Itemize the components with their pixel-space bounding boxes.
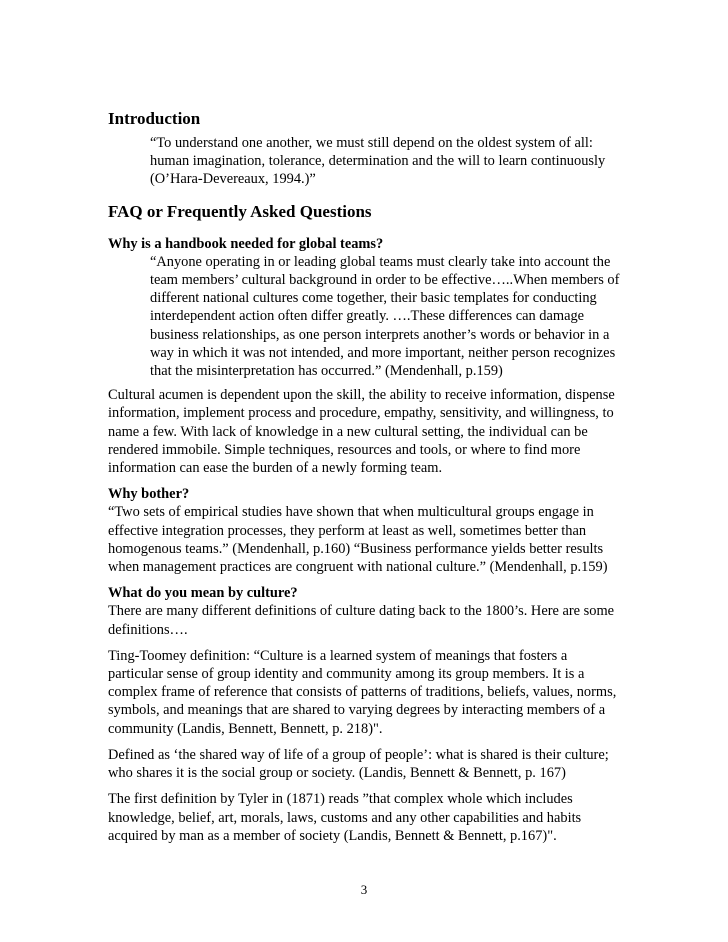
paragraph-line: definitions…. — [108, 621, 188, 638]
intro-quote-line: human imagination, tolerance, determination and the will to learn continuously — [150, 153, 606, 170]
paragraph-line: community (Landis, Bennett, Bennett, p. 218)". — [108, 720, 383, 737]
handbook-quote-line: that the misinterpretation has occurred.” (Mendenhall, p.159) — [150, 363, 503, 380]
paragraph-line: who shares it is the social group or society. (Landis, Bennett & Bennett, p. 167) — [108, 765, 566, 782]
document-page — [108, 108, 626, 845]
paragraph-cultural-acumen — [108, 386, 626, 477]
paragraph-line: rendered immobile. Simple techniques, resources and tools, or where to find more — [108, 441, 581, 458]
paragraph-line: “Two sets of empirical studies have shown that when multicultural groups engage in — [108, 504, 594, 521]
paragraph-line: name a few. With lack of knowledge in a new cultural setting, the individual can be — [108, 423, 588, 440]
paragraph-line: Defined as ‘the shared way of life of a group of people’: what is shared is their culture; — [108, 746, 609, 763]
paragraph-line: effective integration processes, they perform at least as well, sometimes better than — [108, 522, 587, 539]
paragraph-culture-definitions-intro — [108, 602, 626, 638]
handbook-quote-line: business relationships, as one person interprets another’s words or behavior in a — [150, 326, 610, 343]
paragraph-line: There are many different definitions of culture dating back to the 1800’s. Here are some — [108, 603, 615, 620]
paragraph-line: complex frame of reference that consists of patterns of traditions, beliefs, values, norms, — [108, 684, 617, 701]
handbook-quote-line: interdependent action often differ greatly. ….These differences can damage — [150, 308, 585, 325]
paragraph-line: when management practices are congruent with national culture.” (Mendenhall, p.159) — [108, 559, 608, 576]
paragraph-line: knowledge, belief, art, morals, laws, customs and any other capabilities and habits — [108, 809, 582, 826]
intro-quote-line: “To understand one another, we must still depend on the oldest system of all: — [150, 135, 593, 151]
intro-quote-line: (O’Hara-Devereaux, 1994.)” — [150, 171, 316, 188]
paragraph-tyler — [108, 790, 626, 845]
paragraph-line: Cultural acumen is dependent upon the skill, the ability to receive information, dispense — [108, 387, 615, 404]
paragraph-line: The first definition by Tyler in (1871) reads ”that complex whole which includes — [108, 791, 573, 808]
paragraph-line: information, implement process and procedure, empathy, sensitivity, and willingness, to — [108, 405, 614, 422]
paragraph-why-bother — [108, 503, 626, 576]
paragraph-line: homogenous teams.” (Mendenhall, p.160) “Business performance yields better results — [108, 540, 604, 557]
paragraph-line: symbols, and meanings that are shared to varying degrees by interacting members of a — [108, 702, 606, 719]
paragraph-line: information can ease the burden of a newly forming team. — [108, 460, 443, 477]
question-heading-why-bother: Why bother? — [108, 486, 190, 503]
question-heading-culture: What do you mean by culture? — [108, 585, 298, 602]
paragraph-line: Ting-Toomey definition: “Culture is a learned system of meanings that fosters a — [108, 647, 568, 664]
handbook-quote-line: team members’ cultural background in order to be effective…..When members of — [150, 272, 620, 289]
paragraph-defined-as — [108, 746, 626, 782]
question-heading-handbook: Why is a handbook needed for global teams? — [108, 235, 384, 252]
paragraph-line: acquired by man as a member of society (Landis, Bennett & Bennett, p.167)". — [108, 827, 557, 844]
handbook-quote-line: “Anyone operating in or leading global teams must clearly take into account the — [150, 253, 611, 270]
handbook-quote-line: way in which it was not intended, and more important, neither person recognizes — [150, 344, 616, 361]
handbook-quote — [150, 253, 626, 380]
paragraph-line: particular sense of group identity and community among its group members. It is a — [108, 666, 585, 683]
handbook-quote-line: different national cultures come together, their basic templates for conducting — [150, 290, 597, 307]
page-number: 3 — [360, 882, 368, 897]
paragraph-ting-toomey — [108, 647, 626, 738]
section-title-introduction: Introduction — [108, 109, 201, 128]
section-title-faq: FAQ or Frequently Asked Questions — [108, 201, 372, 221]
intro-quote — [150, 134, 626, 189]
